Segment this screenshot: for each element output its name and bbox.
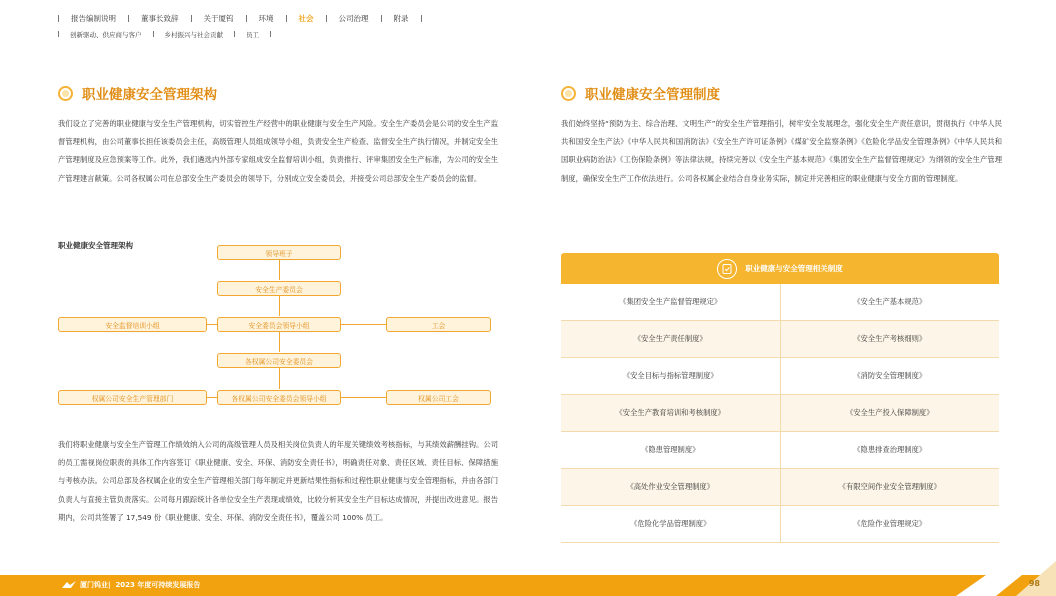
performance-paragraph: 我们将职业健康与安全生产管理工作绩效纳入公司的高级管理人员及相关岗位负责人的年度关键绩效考核指标，与其绩效薪酬挂钩。公司的员工需视岗位职责的具体工作内容签订《职业健康、安全、环保、消防安全责任书》，明确责任对象、责任区域、责任目标、保障措施与考核办法。公司总部及各权属企业的安全生产管理相关部门每年制定并更新结果性指标和过程性职业健康与安全管理指标，并由各部门负责人与直接主管负责落实。公司每月跟踪统计各单位安全生产表现或绩效，比较分析其安全生产目标达成情况，并提出改进意见。报告期内，公司共签署了 17,549 份《职业健康、安全、环保、消防安全责任书》，覆盖公司 100% 员工。: [58, 440, 498, 522]
nav-divider: [381, 15, 382, 22]
table-cell: 《消防安全管理制度》: [780, 358, 1000, 394]
table-row: [561, 469, 999, 506]
subnav-item-innovation[interactable]: 创新驱动、供应商与客户: [70, 30, 142, 39]
nav-item-appendix[interactable]: 附录: [393, 13, 409, 23]
table-cell: 《隐患管理制度》: [641, 445, 700, 454]
org-chart-label: 职业健康安全管理架构: [58, 241, 133, 250]
nav-item-chairman-message[interactable]: 董事长致辞: [141, 13, 179, 23]
circle-bullet-icon: [58, 86, 73, 101]
org-box-training-group: 安全监督培训小组: [58, 317, 207, 332]
nav-divider: [246, 15, 247, 22]
nav-divider: [270, 31, 271, 37]
org-connector: [279, 368, 280, 389]
regulations-table: [561, 284, 999, 543]
table-row: [561, 321, 999, 358]
nav-item-social[interactable]: 社会: [298, 13, 314, 23]
org-box-subsidiary-committee: 各权属公司安全委员会: [217, 353, 341, 368]
nav-divider: [58, 31, 59, 37]
nav-divider: [58, 15, 59, 22]
company-logo: [62, 580, 108, 590]
subnav-item-employees[interactable]: 员工: [246, 30, 259, 39]
logo-mark-icon: [62, 581, 76, 589]
org-connector: [279, 260, 280, 280]
nav-divider: [153, 31, 154, 37]
table-row: [561, 432, 999, 469]
org-box-subsidiary-dept: 权属公司安全生产管理部门: [58, 390, 207, 405]
nav-divider: [191, 15, 192, 22]
circle-bullet-icon: [561, 86, 576, 101]
page-corner-decoration: [956, 551, 1056, 596]
org-connector: [207, 397, 217, 398]
org-connector: [279, 296, 280, 316]
regulations-table-header: [561, 253, 999, 284]
table-cell: 《安全生产考核细则》: [780, 321, 1000, 357]
section-title-system: [561, 83, 720, 103]
nav-divider: [421, 15, 422, 22]
org-box-subsidiary-leading-group: 各权属公司安全委员会领导小组: [217, 390, 341, 405]
table-row: [561, 284, 999, 321]
table-cell: 《高处作业安全管理制度》: [626, 482, 715, 491]
section-title-text: 职业健康安全管理制度: [585, 87, 720, 103]
section-title-structure: [58, 83, 217, 103]
table-row: [561, 395, 999, 432]
org-connector: [207, 324, 217, 325]
table-cell: 《安全目标与指标管理制度》: [622, 371, 718, 380]
nav-item-governance[interactable]: 公司治理: [338, 13, 369, 23]
nav-divider: [286, 15, 287, 22]
section-title-text: 职业健康安全管理架构: [82, 87, 217, 103]
system-paragraph: 我们始终坚持“预防为主、综合治理、文明生产”的安全生产管理指引，树牢安全发展理念，强化安全生产责任意识，贯彻执行《中华人民共和国安全生产法》《中华人民共和国消防法》《安全生产许可证条例》《煤矿安全监察条例》《危险化学品安全管理条例》《中华人民共和国职业病防治法》《工伤保险条例》等法律法规，持续完善以《安全生产基本规范》《集团安全生产监督管理规定》为纲领的安全生产管理制度，确保安全生产工作依法进行。公司各权属企业结合自身业务实际，制定并完善相应的职业健康与安全方面的管理制度。: [561, 119, 1002, 183]
table-row: [561, 506, 999, 543]
nav-item-environment[interactable]: 环境: [258, 13, 274, 23]
table-cell: 《安全生产基本规范》: [780, 284, 1000, 320]
org-box-subsidiary-union: 权属公司工会: [386, 390, 491, 405]
regulations-table-title: 职业健康与安全管理相关制度: [745, 264, 843, 273]
nav-divider: [128, 15, 129, 22]
primary-nav: [58, 12, 434, 24]
page-number: 98: [1028, 579, 1040, 588]
table-row: [561, 358, 999, 395]
subnav-item-rural[interactable]: 乡村振兴与社会贡献: [164, 30, 223, 39]
table-cell: 《安全生产投入保障制度》: [780, 395, 1000, 431]
org-connector: [279, 332, 280, 352]
table-cell: 《集团安全生产监督管理规定》: [619, 297, 722, 306]
table-cell: 《危险作业管理规定》: [780, 506, 1000, 542]
org-box-leading-group: 安全委员会领导小组: [217, 317, 341, 332]
table-cell: 《隐患排查治理制度》: [780, 432, 1000, 468]
company-logo-text: 厦门钨业: [80, 581, 108, 589]
org-box-union: 工会: [386, 317, 491, 332]
table-cell: 《安全生产责任制度》: [633, 334, 707, 343]
nav-divider: [326, 15, 327, 22]
nav-divider: [234, 31, 235, 37]
org-connector: [341, 324, 386, 325]
nav-item-about[interactable]: 关于厦钨: [203, 13, 234, 23]
structure-paragraph: 我们设立了完善的职业健康与安全生产管理机构，切实管控生产经营中的职业健康与安全生产风险。安全生产委员会是公司的安全生产监督管理机构，由公司董事长担任该委员会主任，高级管理人员组成领导小组，负责安全生产检查、监督安全生产执行情况，并制定安全生产管理制度及应急预案等工作。此外，我们遴选内外部专家组成安全监督培训小组，负责推行、评审集团安全生产标准，为公司的安全生产管理建言献策。公司各权属公司在总部安全生产委员会的领导下，分别成立安全委员会，并接受公司总部安全生产委员会的监督。: [58, 119, 498, 183]
nav-item-report-notes[interactable]: 报告编制说明: [71, 13, 116, 23]
report-title: | 2023 年度可持续发展报告: [108, 581, 201, 589]
table-cell: 《安全生产教育培训和考核制度》: [615, 408, 725, 417]
org-box-safety-committee: 安全生产委员会: [217, 281, 341, 296]
table-cell: 《有限空间作业安全管理制度》: [780, 469, 1000, 505]
report-title-text: 2023 年度可持续发展报告: [115, 581, 201, 589]
org-connector: [341, 397, 386, 398]
secondary-nav: [58, 29, 282, 39]
table-cell: 《危险化学品管理制度》: [630, 519, 711, 528]
policy-check-icon: [717, 259, 737, 279]
org-box-leadership: 领导班子: [217, 245, 341, 260]
